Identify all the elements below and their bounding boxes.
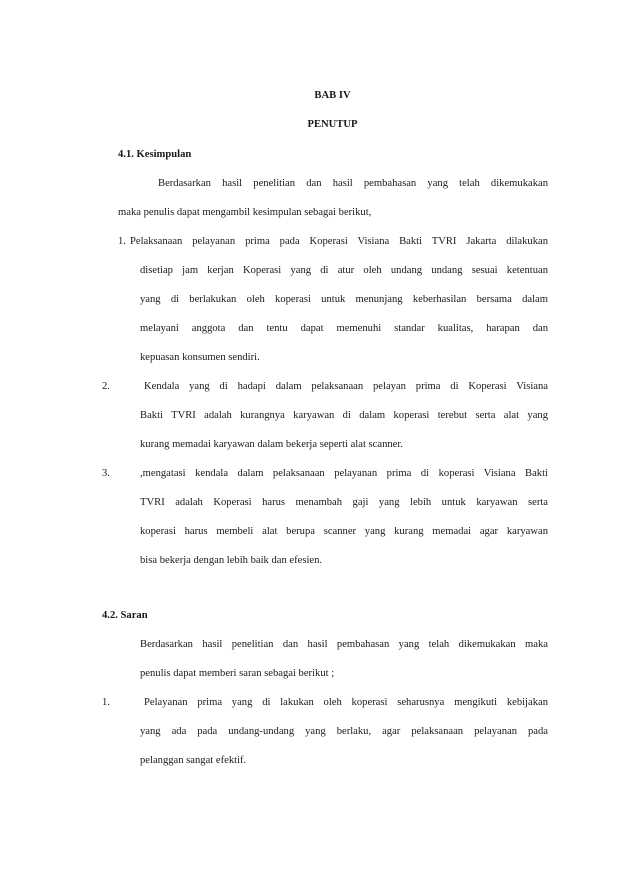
- list-item-line: kurang memadai karyawan dalam bekerja seperti alat scanner.: [140, 439, 403, 450]
- list-item-line: disetiap jam kerjan Koperasi yang di atur oleh undang undang sesuai ketentuan: [140, 265, 548, 276]
- list-item-line: bisa bekerja dengan lebih baik dan efesien.: [140, 555, 323, 566]
- list-item-line: melayani anggota dan tentu dapat memenuhi standar kualitas, harapan dan: [140, 323, 548, 334]
- list-marker: 1.: [118, 236, 126, 247]
- list-item-line: koperasi harus membeli alat berupa scanner yang kurang memadai agar karyawan: [140, 526, 548, 537]
- list-item-line: Pelaksanaan pelayanan prima pada Koperasi Visiana Bakti TVRI Jakarta dilakukan: [130, 236, 548, 247]
- list-marker: 1.: [102, 697, 110, 708]
- list-marker: 2.: [102, 381, 110, 392]
- section-heading-saran: 4.2. Saran: [102, 610, 148, 621]
- list-item-line: Bakti TVRI adalah kurangnya karyawan di dalam koperasi terebut serta alat yang: [140, 410, 548, 421]
- list-item-line: Pelayanan prima yang di lakukan oleh koperasi seharusnya mengikuti kebijakan: [144, 697, 548, 708]
- list-marker: 3.: [102, 468, 110, 479]
- section-heading-kesimpulan: 4.1. Kesimpulan: [118, 149, 192, 160]
- chapter-number: BAB IV: [314, 90, 351, 101]
- paragraph-line: Berdasarkan hasil penelitian dan hasil pembahasan yang telah dikemukakan maka: [140, 639, 548, 650]
- chapter-title: PENUTUP: [307, 119, 358, 130]
- paragraph-line: penulis dapat memberi saran sebagai berikut ;: [140, 668, 335, 679]
- paragraph-line: Berdasarkan hasil penelitian dan hasil pembahasan yang telah dikemukakan: [158, 178, 548, 189]
- list-item-line: Kendala yang di hadapi dalam pelaksanaan pelayan prima di Koperasi Visiana: [144, 381, 548, 392]
- list-item-line: yang di berlakukan oleh koperasi untuk menunjang keberhasilan bersama dalam: [140, 294, 548, 305]
- list-item-line: kepuasan konsumen sendiri.: [140, 352, 260, 363]
- list-item-line: yang ada pada undang-undang yang berlaku, agar pelaksanaan pelayanan pada: [140, 726, 548, 737]
- list-item-line: TVRI adalah Koperasi harus menambah gaji yang lebih untuk karyawan serta: [140, 497, 548, 508]
- list-item-line: ,mengatasi kendala dalam pelaksanaan pelayanan prima di koperasi Visiana Bakti: [140, 468, 548, 479]
- paragraph-line: maka penulis dapat mengambil kesimpulan sebagai berikut,: [118, 207, 372, 218]
- list-item-line: pelanggan sangat efektif.: [140, 755, 247, 766]
